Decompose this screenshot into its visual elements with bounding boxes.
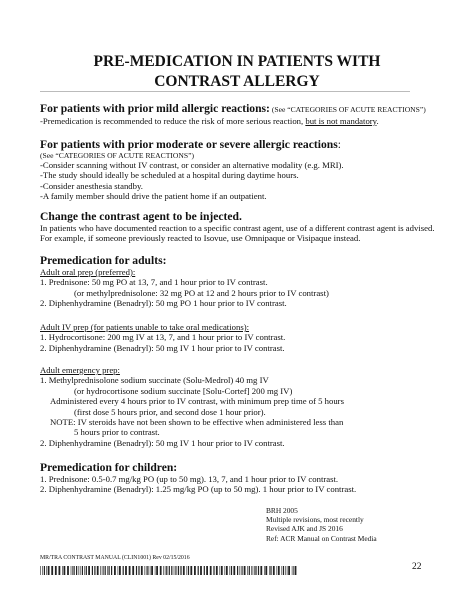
title-line-2: CONTRAST ALLERGY [154,73,320,90]
adult-oral-line: 2. Diphenhydramine (Benadryl): 50 mg PO 1 hour prior to IV contrast. [40,298,287,309]
adult-emergency-label: Adult emergency prep: [40,365,120,375]
adult-oral-line: 1. Prednisone: 50 mg PO at 13, 7, and 1 hour prior to IV contrast. [40,277,268,288]
page-number: 22 [412,562,422,572]
mild-heading: For patients with prior mild allergic reactions: (See “CATEGORIES OF ACUTE REACTIONS”) [40,102,426,115]
revision-line: Revised AJK and JS 2016 [266,524,343,534]
section-moderate [40,138,440,202]
adult-emergency-line: (or hydrocortisone sodium succinate [Solu-Cortef] 200 mg IV) [74,385,293,396]
adult-oral-line: (or methylprednisolone: 32 mg PO at 12 and 2 hours prior to IV contrast) [74,287,329,298]
adult-iv-line: 2. Diphenhydramine (Benadryl): 50 mg IV 1 hour prior to IV contrast. [40,342,285,353]
adult-emergency-note: NOTE: IV steroids have not been shown to be effective when administered less than [50,417,344,428]
adult-iv-line: 1. Hydrocortisone: 200 mg IV at 13, 7, and 1 hour prior to IV contrast. [40,332,286,343]
moderate-line: -Consider anesthesia standby. [40,180,143,191]
section-adult-iv [40,322,440,353]
children-line: 2. Diphenhydramine (Benadryl): 1.25 mg/kg PO (up to 50 mg). 1 hour prior to IV contrast. [40,484,357,495]
adult-emergency-line: 1. Methylprednisolone sodium succinate (Solu-Medrol) 40 mg IV [40,375,269,386]
section-adults [40,254,440,309]
change-text: In patients who have documented reaction to a specific contrast agent, use of a different contrast agent is advised. For example, if someone previously reacted to Isovue, use Omnipaque or Visipaque instead. [40,223,435,244]
title-divider [40,91,410,92]
section-mild [40,102,440,126]
mild-emphasis: but is not mandatory [305,116,377,126]
mild-text: -Premedication is recommended to reduce the risk of more serious reaction, but is not mandatory. [40,116,379,126]
footer-manual: MR/TRA CONTRAST MANUAL (CLIN1001) Rev 02/15/2016 [40,555,190,561]
section-adult-emergency [40,365,440,448]
revision-line: BRH 2005 [266,506,298,515]
moderate-ref: (See “CATEGORIES OF ACUTE REACTIONS”) [40,151,194,160]
title-line-1: PRE-MEDICATION IN PATIENTS WITH [93,53,381,70]
adult-oral-label: Adult oral prep (preferred): [40,267,136,277]
moderate-line: -Consider scanning without IV contrast, or consider an alternative modality (e.g. MRI). [40,160,344,170]
moderate-heading: For patients with prior moderate or severe allergic reactions: [40,138,341,151]
mild-ref: (See “CATEGORIES OF ACUTE REACTIONS”) [269,105,426,114]
adult-emergency-line: 2. Diphenhydramine (Benadryl): 50 mg IV 1 hour prior to IV contrast. [40,437,285,448]
revision-note [266,506,377,543]
adults-heading: Premedication for adults: [40,254,167,267]
barcode-image [40,566,300,575]
adult-emergency-line: (first dose 5 hours prior, and second dose 1 hour prior). [74,406,266,417]
children-heading: Premedication for children: [40,461,178,474]
moderate-line: -A family member should drive the patient home if an outpatient. [40,191,267,202]
adult-emergency-line: Administered every 4 hours prior to IV contrast, with minimum prep time of 5 hours [50,396,344,407]
revision-line: Multiple revisions, most recently [266,515,364,525]
revision-line: Ref: ACR Manual on Contrast Media [266,533,377,543]
page-title [40,52,434,92]
children-line: 1. Prednisone: 0.5-0.7 mg/kg PO (up to 50 mg). 13, 7, and 1 hour prior to IV contrast. [40,474,339,484]
section-children [40,461,440,495]
moderate-line: -The study should ideally be scheduled at a hospital during daytime hours. [40,170,299,181]
change-heading: Change the contrast agent to be injected. [40,210,242,223]
adult-emergency-note: 5 hours prior to contrast. [74,427,160,438]
adult-iv-label: Adult IV prep (for patients unable to take oral medications): [40,322,250,332]
section-change-agent [40,210,440,244]
